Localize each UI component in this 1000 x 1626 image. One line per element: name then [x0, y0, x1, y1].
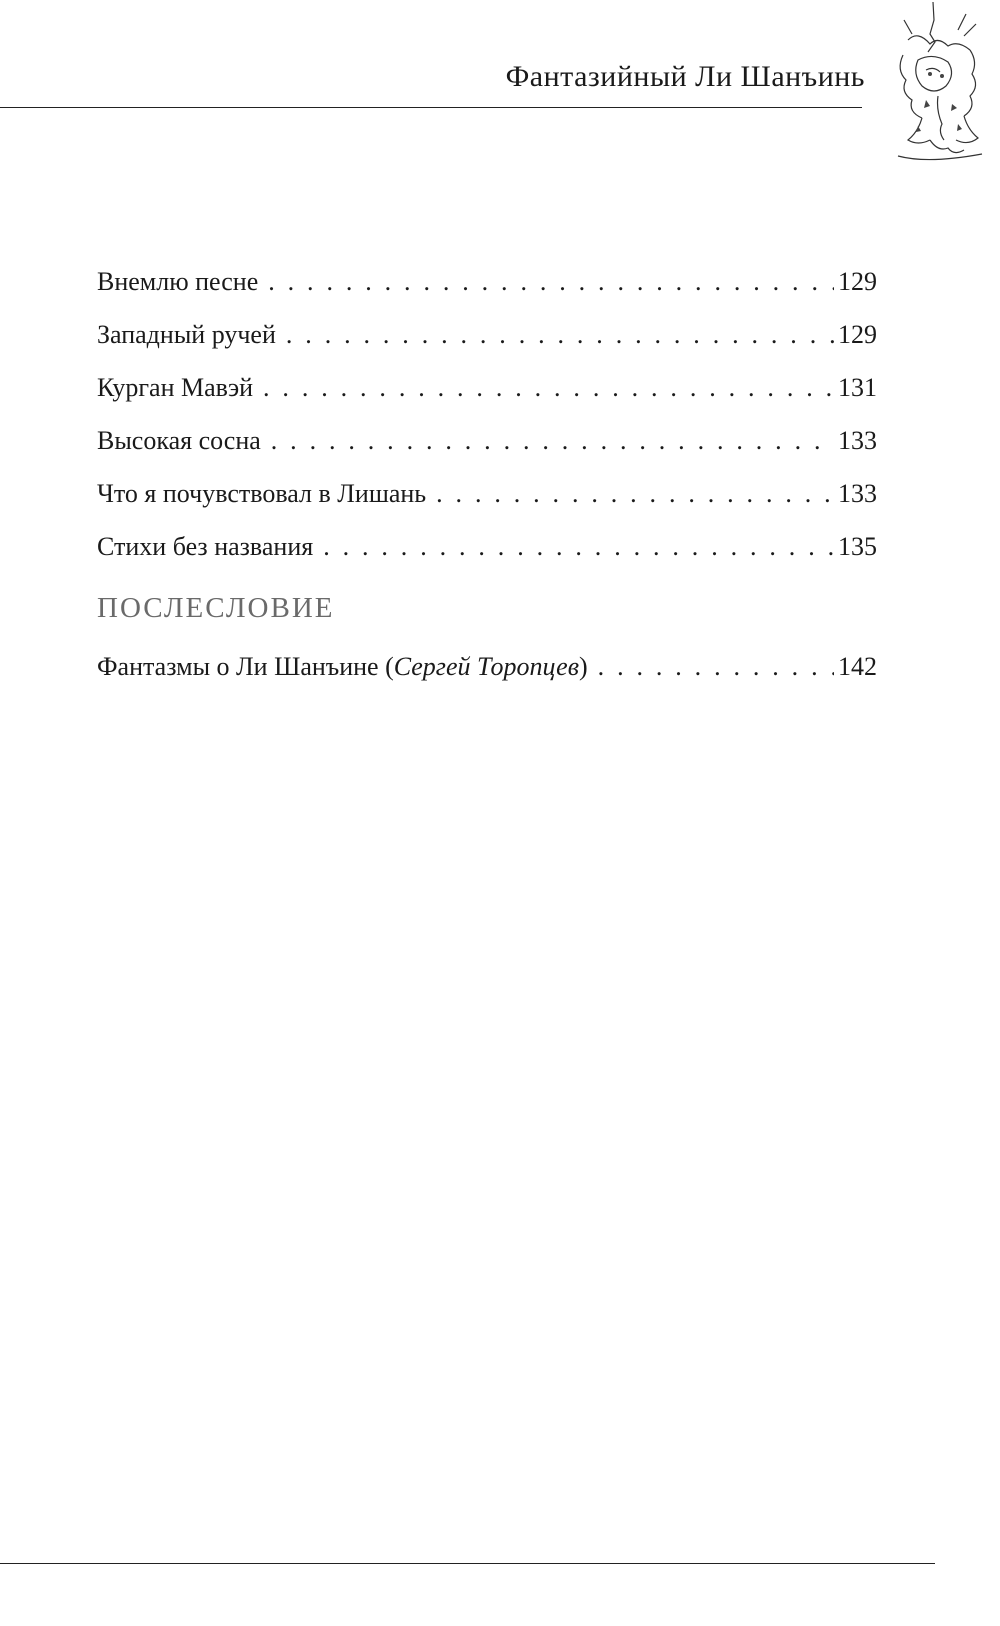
running-title: Фантазийный Ли Шанъинь — [505, 60, 865, 93]
toc-entry-title: Западный ручей — [97, 320, 276, 349]
dot-leader — [323, 520, 834, 573]
dot-leader — [436, 467, 834, 520]
toc-entry-page: 135 — [838, 532, 877, 561]
toc-entry-page: 133 — [838, 479, 877, 508]
toc-entry-page: 131 — [838, 373, 877, 402]
toc-entry — [97, 467, 877, 520]
dot-leader — [286, 308, 834, 361]
running-head — [0, 0, 1000, 120]
dragon-figure-icon — [878, 0, 988, 168]
afterword-heading: ПОСЛЕСЛОВИЕ — [97, 592, 335, 624]
toc-entry-title: Внемлю песне — [97, 267, 259, 296]
title-end: ) — [579, 652, 588, 681]
toc-entry — [97, 255, 877, 308]
toc-entry — [97, 414, 877, 467]
toc-entry-title: Высокая сосна — [97, 426, 261, 455]
toc-entry — [97, 520, 877, 573]
footer-rule — [0, 1563, 935, 1564]
dot-leader — [263, 361, 834, 414]
toc-entry-title: Курган Мавэй — [97, 373, 254, 402]
table-of-contents — [97, 255, 877, 573]
toc-entry-page: 129 — [838, 320, 877, 349]
toc-entry-title: Стихи без названия — [97, 532, 314, 561]
toc-entry — [97, 308, 877, 361]
toc-entry — [97, 361, 877, 414]
toc-entry-page: 133 — [838, 426, 877, 455]
toc-entry-title: Что я почувствовал в Лишань — [97, 479, 427, 508]
author-name: Сергей Торопцев — [393, 652, 579, 681]
title-start: Фантазмы о Ли Шанъине ( — [97, 652, 394, 681]
toc-entry-page: 129 — [838, 267, 877, 296]
toc-entry — [97, 640, 877, 693]
dot-leader — [271, 414, 834, 467]
toc-entry-title — [97, 640, 588, 693]
toc-entry-page: 142 — [838, 652, 877, 681]
dot-leader — [268, 255, 834, 308]
dot-leader — [598, 640, 834, 693]
header-rule — [0, 107, 862, 108]
afterword-contents — [97, 640, 877, 693]
